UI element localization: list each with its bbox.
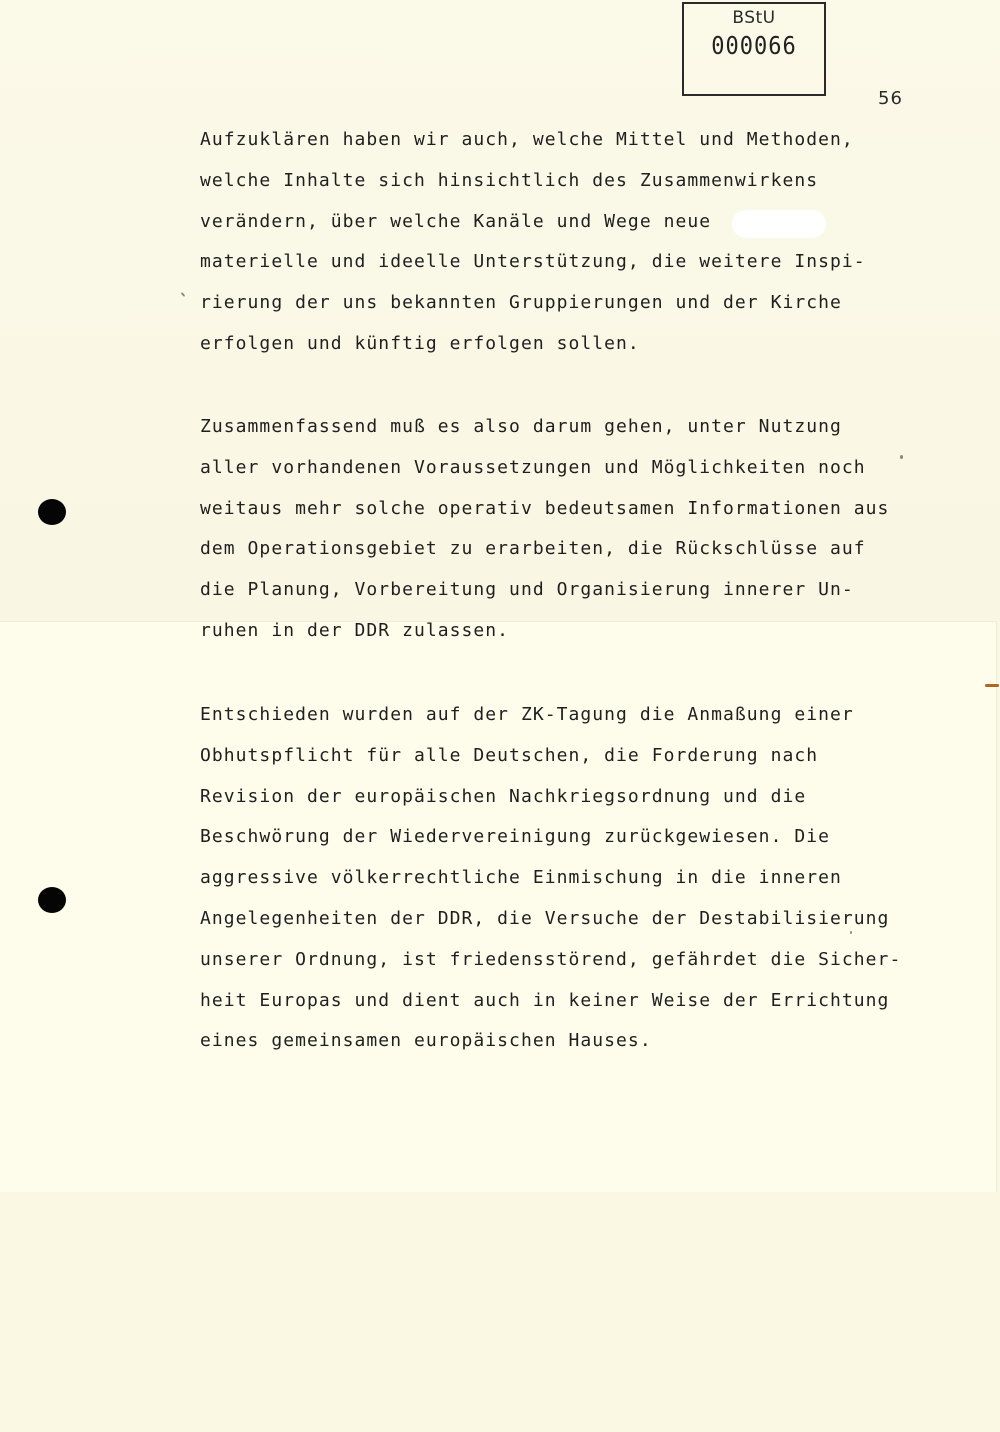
text-line: weitaus mehr solche operativ bedeutsamen Informationen aus: [200, 497, 890, 519]
text-line: Revision der europäischen Nachkriegsordnung und die: [200, 785, 807, 807]
speck-mark: [900, 455, 903, 459]
text-line: Zusammenfassend muß es also darum gehen, unter Nutzung: [200, 416, 842, 437]
text-line: erfolgen und künftig erfolgen sollen.: [200, 332, 640, 354]
text-line: Entschieden wurden auf der ZK-Tagung die Anmaßung einer: [200, 704, 854, 725]
text-line: rierung der uns bekannten Gruppierungen und der Kirche: [200, 292, 842, 314]
stamp-label: BStU: [732, 8, 776, 28]
redaction-mark: [732, 210, 826, 238]
punch-hole-icon: [38, 887, 66, 913]
paragraph-1: [200, 120, 960, 365]
text-line: eines gemeinsamen europäischen Hauses.: [200, 1030, 652, 1052]
text-line: Beschwörung der Wiedervereinigung zurückgewiesen. Die: [200, 826, 831, 848]
text-line: heit Europas und dient auch in keiner Weise der Errichtung: [200, 989, 890, 1011]
text-line: ruhen in der DDR zulassen.: [200, 619, 510, 641]
text-line: die Planung, Vorbereitung und Organisierung innerer Un-: [200, 579, 854, 601]
speck-mark: [850, 931, 852, 934]
page-number: 56: [878, 88, 903, 109]
stamp-number: 000066: [711, 32, 797, 61]
text-line: verändern, über welche Kanäle und Wege neue: [200, 210, 712, 232]
text-line: dem Operationsgebiet zu erarbeiten, die Rückschlüsse auf: [200, 538, 866, 560]
text-line: materielle und ideelle Unterstützung, die weitere Inspi-: [200, 251, 866, 273]
text-line: Angelegenheiten der DDR, die Versuche der Destabilisierung: [200, 907, 890, 929]
punch-hole-icon: [38, 499, 66, 525]
paper-background-bottom: [0, 1192, 1000, 1432]
text-line: unserer Ordnung, ist friedensstörend, gefährdet die Sicher-: [200, 948, 902, 970]
archive-stamp: [682, 2, 826, 96]
text-line: welche Inhalte sich hinsichtlich des Zusammenwirkens: [200, 169, 819, 191]
edge-mark: [985, 684, 999, 687]
text-line: Aufzuklären haben wir auch, welche Mittel und Methoden,: [200, 129, 854, 150]
text-line: aggressive völkerrechtliche Einmischung in die inneren: [200, 867, 842, 889]
paragraph-3: [200, 695, 960, 1062]
text-line: aller vorhandenen Voraussetzungen und Möglichkeiten noch: [200, 456, 866, 478]
paragraph-2: [200, 407, 960, 652]
text-line: Obhutspflicht für alle Deutschen, die Forderung nach: [200, 744, 819, 766]
